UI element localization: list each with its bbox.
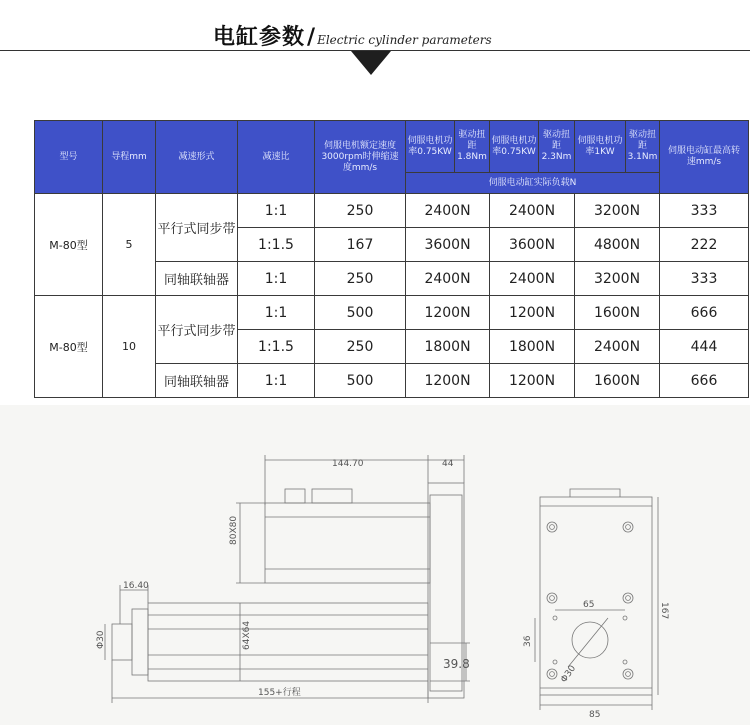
connector-1 xyxy=(285,489,305,503)
cell-max-speed: 333 xyxy=(660,194,749,228)
cell-speed: 500 xyxy=(315,364,406,398)
dim-hole-spacing-label: 65 xyxy=(583,600,595,610)
dim-bore-label: Φ30 xyxy=(559,663,579,685)
header-motor-power-3: 伺服电机功率1KW xyxy=(575,121,626,173)
drawing-svg xyxy=(0,405,750,725)
header-reduction-type: 减速形式 xyxy=(156,121,238,194)
cell-ratio: 1:1 xyxy=(238,194,315,228)
cell-load-3: 1600N xyxy=(575,364,660,398)
cell-ratio: 1:1 xyxy=(238,262,315,296)
cell-load-1: 2400N xyxy=(406,194,490,228)
cell-load-2: 2400N xyxy=(490,194,575,228)
cell-stroke: 10 xyxy=(103,296,156,398)
dimension-drawing xyxy=(0,405,750,725)
cell-ratio: 1:1 xyxy=(238,296,315,330)
cell-load-1: 1200N xyxy=(406,364,490,398)
header-model: 型号 xyxy=(35,121,103,194)
cell-reduction-type: 平行式同步带 xyxy=(156,296,238,364)
cell-load-3: 4800N xyxy=(575,228,660,262)
dim-top-label: 144.70 xyxy=(332,459,364,469)
dim-total-label: 155+行程 xyxy=(258,688,301,698)
cell-load-2: 1200N xyxy=(490,364,575,398)
header-stroke: 导程mm xyxy=(103,121,156,194)
cell-speed: 167 xyxy=(315,228,406,262)
header-motor-power-1: 伺服电机功率0.75KW xyxy=(406,121,455,173)
dim-top-right-label: 44 xyxy=(442,459,454,469)
cell-model: M-80型 xyxy=(35,194,103,296)
cell-max-speed: 333 xyxy=(660,262,749,296)
cell-load-1: 3600N xyxy=(406,228,490,262)
connector-2 xyxy=(312,489,352,503)
header-max-speed: 伺服电动缸最高转速mm/s xyxy=(660,121,749,194)
cell-speed: 250 xyxy=(315,262,406,296)
title-chinese: 电缸参数 xyxy=(213,25,306,50)
title-english: Electric cylinder parameters xyxy=(317,33,492,47)
down-arrow-icon xyxy=(351,51,391,75)
header-torque-3: 驱动扭距3.1Nm xyxy=(626,121,660,173)
cell-load-1: 1800N xyxy=(406,330,490,364)
cell-reduction-type: 同轴联轴器 xyxy=(156,262,238,296)
dim-left-label: 16.40 xyxy=(123,581,149,591)
header-torque-1: 驱动扭距1.8Nm xyxy=(455,121,490,173)
cell-load-2: 1200N xyxy=(490,296,575,330)
cell-speed: 500 xyxy=(315,296,406,330)
cell-max-speed: 666 xyxy=(660,296,749,330)
cell-load-1: 1200N xyxy=(406,296,490,330)
cell-reduction-type: 平行式同步带 xyxy=(156,194,238,262)
dim-shaft-label: Φ30 xyxy=(96,630,106,649)
cell-model: M-80型 xyxy=(35,296,103,398)
spec-table xyxy=(34,120,749,398)
cell-max-speed: 222 xyxy=(660,228,749,262)
dim-offset-label: 39.8 xyxy=(443,657,470,671)
cell-load-2: 3600N xyxy=(490,228,575,262)
cell-load-3: 3200N xyxy=(575,194,660,228)
table-row xyxy=(35,296,749,330)
title-slash: / xyxy=(307,25,316,50)
header-torque-2: 驱动扭距2.3Nm xyxy=(539,121,575,173)
cell-max-speed: 444 xyxy=(660,330,749,364)
piston-rod xyxy=(112,624,132,660)
cell-ratio: 1:1 xyxy=(238,364,315,398)
dim-body-label: 64X64 xyxy=(242,620,252,650)
header-rated-speed: 伺服电机额定速度3000rpm时伸缩速度mm/s xyxy=(315,121,406,194)
cell-max-speed: 666 xyxy=(660,364,749,398)
cell-reduction-type: 同轴联轴器 xyxy=(156,364,238,398)
page-title xyxy=(213,20,492,50)
cell-stroke: 5 xyxy=(103,194,156,296)
motor-block xyxy=(265,503,430,583)
header-motor-power-2: 伺服电机功率0.75KW xyxy=(490,121,539,173)
header-reduction-ratio: 减速比 xyxy=(238,121,315,194)
header-load-group: 伺服电动缸实际负载N xyxy=(406,173,660,194)
cell-speed: 250 xyxy=(315,194,406,228)
dim-side-height-label: 167 xyxy=(659,602,669,620)
cell-load-1: 2400N xyxy=(406,262,490,296)
cell-load-2: 2400N xyxy=(490,262,575,296)
cell-load-3: 3200N xyxy=(575,262,660,296)
dim-motor-label: 80X80 xyxy=(229,515,239,545)
table-row xyxy=(35,194,749,228)
cell-ratio: 1:1.5 xyxy=(238,330,315,364)
cell-load-3: 2400N xyxy=(575,330,660,364)
dim-side-36-label: 36 xyxy=(523,635,533,647)
cell-ratio: 1:1.5 xyxy=(238,228,315,262)
cell-speed: 250 xyxy=(315,330,406,364)
dim-bottom-width-label: 85 xyxy=(589,710,601,720)
cell-load-2: 1800N xyxy=(490,330,575,364)
cell-load-3: 1600N xyxy=(575,296,660,330)
